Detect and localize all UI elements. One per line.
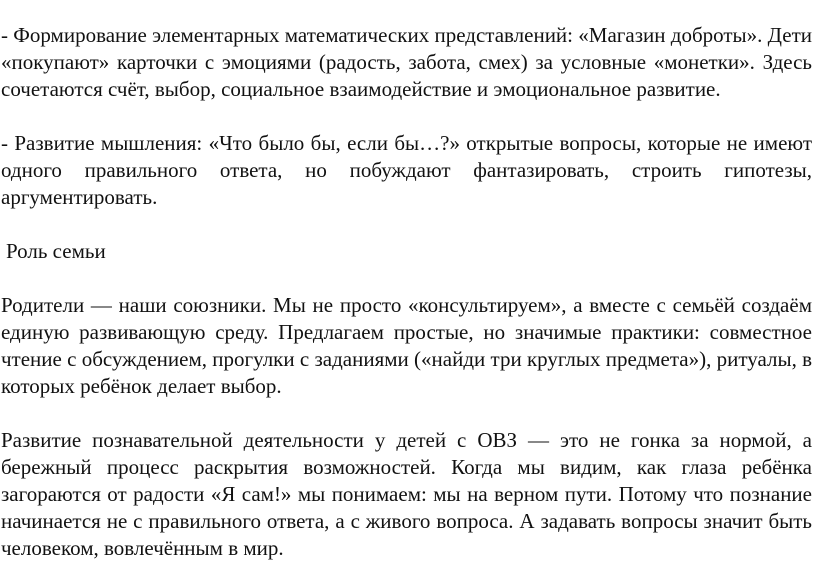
section-heading-family-role: Роль семьи [6,239,106,263]
paragraph-conclusion: Развитие познавательной деятельности у детей с ОВЗ — это не гонка за нормой, а бережный процесс раскрытия возможностей. Когда мы видим, как глаза ребёнка загораются от радости «Я сам!» мы понимаем: мы на верном пути. Потому что познание начинается не с правильного ответа, а с живого вопроса. А задавать вопросы значит быть человеком, вовлечённым в мир. [1,428,812,560]
paragraph-thinking-development: - Развитие мышления: «Что было бы, если бы…?» открытые вопросы, которые не имеют одного правильного ответа, но побуждают фантазировать, строить гипотезы, аргументировать. [1,131,812,209]
paragraph-math-representations: - Формирование элементарных математических представлений: «Магазин доброты». Дети «покупают» карточки с эмоциями (радость, забота, смех) за условные «монетки». Здесь сочетаются счёт, выбор, социальное взаимодействие и эмоциональное развитие. [1,23,812,101]
paragraph-parents: Родители — наши союзники. Мы не просто «консультируем», а вместе с семьёй создаём единую развивающую среду. Предлагаем простые, но значимые практики: совместное чтение с обсуждением, прогулки с заданиями («найди три круглых предмета»), ритуалы, в которых ребёнок делает выбор. [1,293,812,398]
